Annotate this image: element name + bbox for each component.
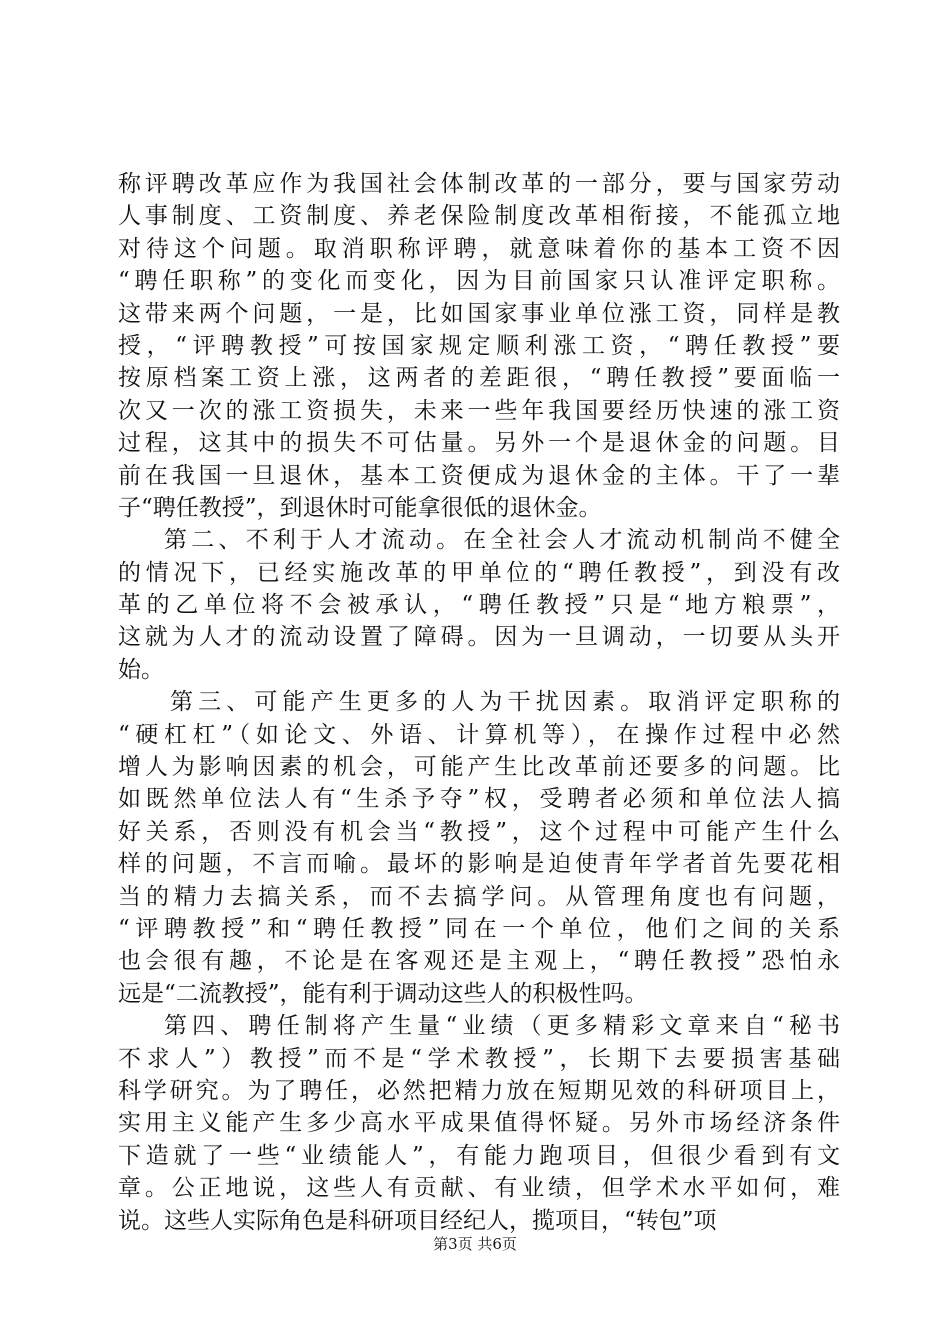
text-line: 样的问题，不言而喻。最坏的影响是迫使青年学者首先要花相 [118,851,840,878]
text-line: “聘任职称”的变化而变化，因为目前国家只认准评定职称。 [118,268,840,295]
text-line: 子“聘任教授”，到退休时可能拿很低的退休金。 [118,494,602,521]
body-text [118,168,840,1237]
text-line: 过程，这其中的损失不可估量。另外一个是退休金的问题。目 [118,430,840,457]
text-line: 实用主义能产生多少高水平成果值得怀疑。另外市场经济条件 [118,1110,840,1137]
text-line: 第三、可能产生更多的人为干扰因素。取消评定职称的 [170,689,840,716]
text-line: 增人为影响因素的机会，可能产生比改革前还要多的问题。比 [118,754,840,781]
text-line: 第四、聘任制将产生量“业绩（更多精彩文章来自“秘书 [164,1013,840,1040]
text-line: 也会很有趣，不论是在客观还是主观上，“聘任教授”恐怕永 [118,948,840,975]
text-line: 授，“评聘教授”可按国家规定顺利涨工资，“聘任教授”要 [118,332,840,359]
text-line: 这就为人才的流动设置了障碍。因为一旦调动，一切要从头开 [118,624,840,651]
text-line: 不求人”）教授”而不是“学术教授”，长期下去要损害基础 [118,1045,840,1072]
text-line: “硬杠杠”（如论文、外语、计算机等），在操作过程中必然 [118,721,840,748]
paragraph [118,686,840,1010]
text-line: 当的精力去搞关系，而不去搞学问。从管理角度也有问题， [118,883,840,910]
text-line: 如既然单位法人有“生杀予夺”权，受聘者必须和单位法人搞 [118,786,840,813]
text-line: 前在我国一旦退休，基本工资便成为退休金的主体。干了一辈 [118,462,840,489]
paragraph [118,524,840,686]
text-line: 下造就了一些“业绩能人”，有能力跑项目，但很少看到有文 [118,1142,840,1169]
text-line: 的情况下，已经实施改革的甲单位的“聘任教授”，到没有改 [118,559,840,586]
text-line: 按原档案工资上涨，这两者的差距很，“聘任教授”要面临一 [118,365,840,392]
text-line: 章。公正地说，这些人有贡献、有业绩，但学术水平如何，难 [118,1175,840,1202]
paragraph [118,168,840,524]
text-line: 革的乙单位将不会被承认，“聘任教授”只是“地方粮票”， [118,592,840,619]
text-line: 人事制度、工资制度、养老保险制度改革相衔接，不能孤立地 [118,203,840,230]
text-line: 远是“二流教授”，能有利于调动这些人的积极性吗。 [118,980,648,1007]
text-line: 始。 [118,656,164,683]
page-footer: 第3页 共6页 [433,1235,517,1253]
text-line: 说。这些人实际角色是科研项目经纪人，揽项目，“转包”项 [118,1207,717,1234]
paragraph [118,1010,840,1237]
text-line: 对待这个问题。取消职称评聘，就意味着你的基本工资不因 [118,235,840,262]
text-line: 次又一次的涨工资损失，未来一些年我国要经历快速的涨工资 [118,397,840,424]
text-line: “评聘教授”和“聘任教授”同在一个单位，他们之间的关系 [118,915,840,942]
text-line: 第二、不利于人才流动。在全社会人才流动机制尚不健全 [164,527,840,554]
text-line: 这带来两个问题，一是，比如国家事业单位涨工资，同样是教 [118,300,840,327]
text-line: 称评聘改革应作为我国社会体制改革的一部分，要与国家劳动 [118,171,840,197]
text-line: 好关系，否则没有机会当“教授”，这个过程中可能产生什么 [118,818,840,845]
text-line: 科学研究。为了聘任，必然把精力放在短期见效的科研项目上， [118,1077,840,1104]
